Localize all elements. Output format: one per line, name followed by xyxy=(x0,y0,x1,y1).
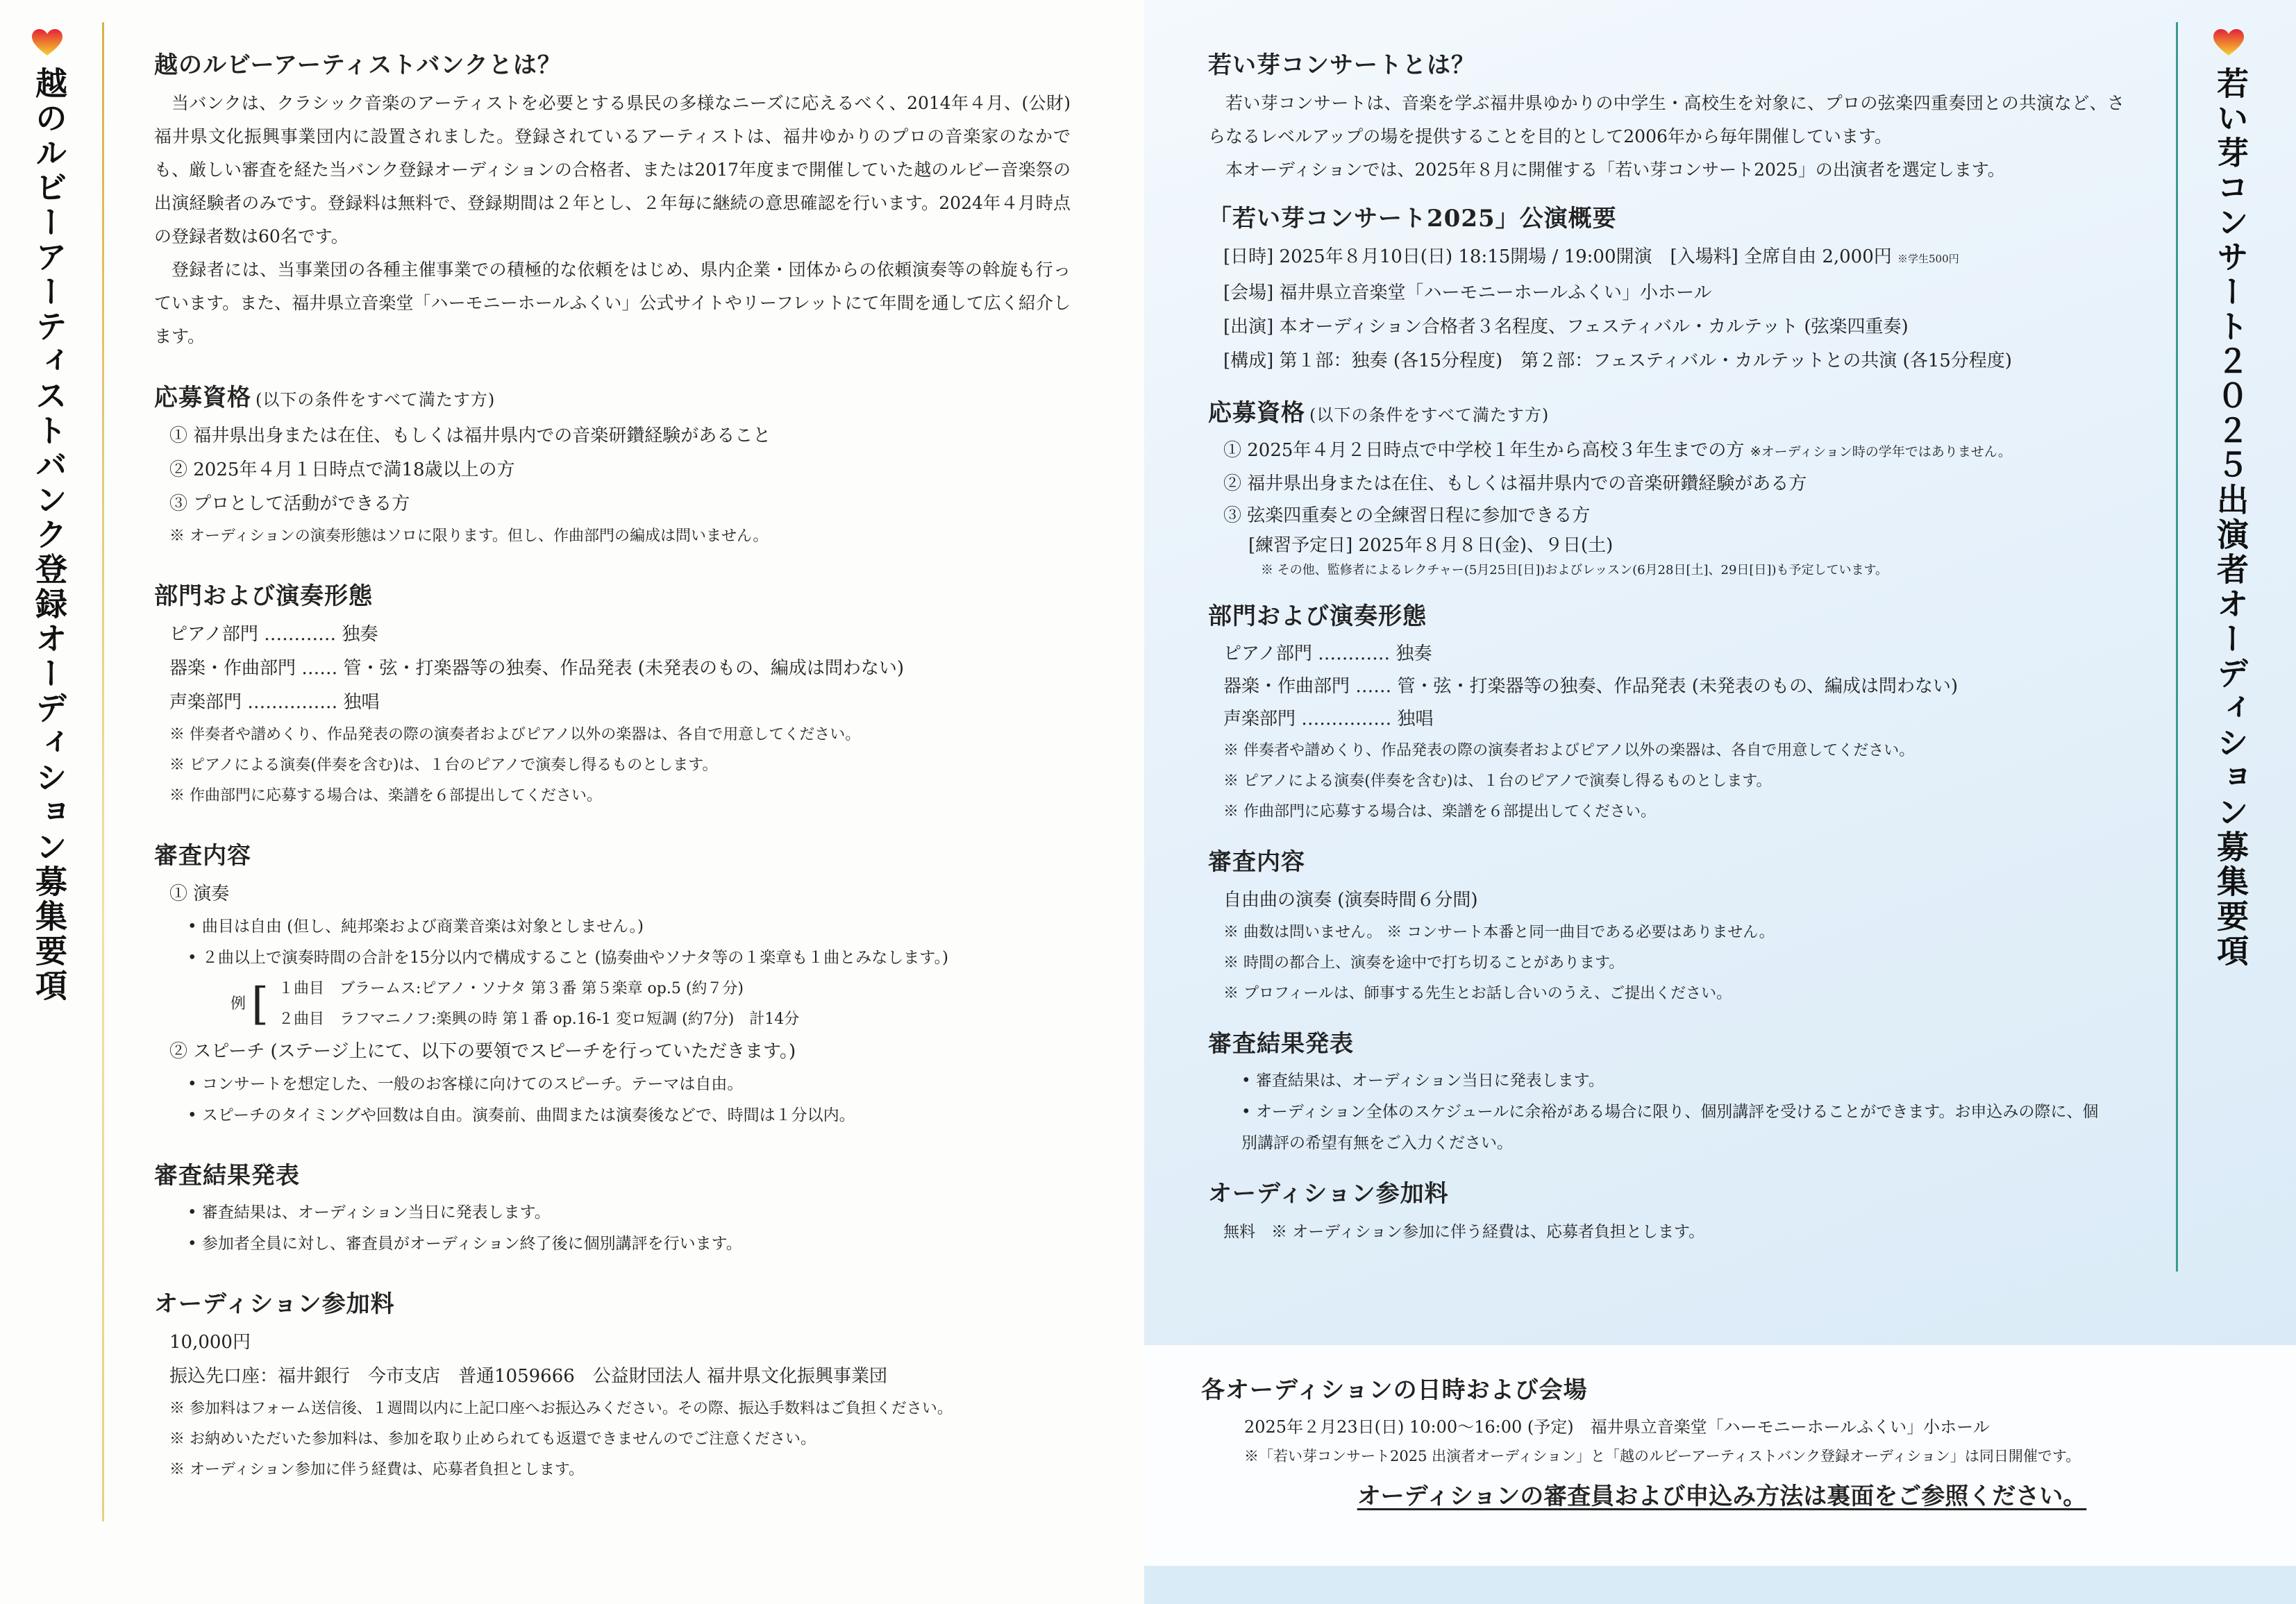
list-item: ② 福井県出身または在住、もしくは福井県内での音楽研鑽経験がある方 xyxy=(1223,473,1807,494)
bullet-item: • オーディション全体のスケジュールに余裕がある場合に限り、個別講評を受けることができます。お申込みの際に、個別講評の希望有無をご入力ください。 xyxy=(1208,1097,2125,1159)
heart-icon xyxy=(32,28,62,58)
list-item xyxy=(1208,434,2125,468)
about-paragraph: 登録者には、当事業団の各種主催事業での積極的な依頼をはじめ、県内企業・団体からの依頼演奏等の斡旋も行っています。また、福井県立音楽堂「ハーモニーホールふくい」公式サイトやリーフレットにて年間を通して広く紹介します。 xyxy=(154,260,1071,346)
note: ※ 伴奏者や譜めくり、作品発表の際の演奏者およびピアノ以外の楽器は、各自で用意してください。 xyxy=(169,726,861,743)
eligibility-section xyxy=(154,378,1071,552)
note: ※ その他、監修者によるレクチャー(5月25日[日])およびレッスン(6月28日[土]、29日[日])も予定しています。 xyxy=(1261,563,1888,577)
about-heading: 越のルビーアーティストバンクとは？ xyxy=(154,51,562,79)
bullet-item: • ２曲以上で演奏時間の合計を15分以内で構成すること (協奏曲やソナタ等の１楽章も１曲とみなします。) xyxy=(154,943,1071,974)
schedule-line: 2025年２月23日(日) 10:00〜16:00 (予定) 福井県立音楽堂「ハーモニーホールふくい」小ホール xyxy=(1244,1417,1990,1437)
overview-date-note: ※学生500円 xyxy=(1897,253,1959,265)
review-heading: 審査内容 xyxy=(1208,848,1305,876)
review-section xyxy=(1208,843,2125,1009)
note: ※ 時間の都合上、演奏を途中で打ち切ることがあります。 xyxy=(1223,954,1625,972)
example-label: 例 xyxy=(231,995,246,1013)
eligibility-heading: 応募資格 xyxy=(1208,399,1305,427)
divisions-heading: 部門および演奏形態 xyxy=(1208,602,1427,630)
fee-heading: オーディション参加料 xyxy=(154,1290,395,1318)
list-item: 声楽部門 …………… 独唱 xyxy=(169,692,380,713)
note: ※オーディション時の学年ではありません。 xyxy=(1750,444,2011,459)
bank-account: 振込先口座：福井銀行 今市支店 普通1059666 公益財団法人 福井県文化振興事業団 xyxy=(169,1366,888,1387)
left-content xyxy=(154,46,1071,1485)
list-item: ③ プロとして活動ができる方 xyxy=(169,493,410,514)
list-item: ② 2025年４月１日時点で満18歳以上の方 xyxy=(169,459,515,480)
eligibility-item-text: ① 2025年４月２日時点で中学校１年生から高校３年生までの方 xyxy=(1223,440,1745,461)
results-heading: 審査結果発表 xyxy=(154,1162,300,1190)
list-item: 声楽部門 …………… 独唱 xyxy=(1223,709,1434,729)
note: ※ 作曲部門に応募する場合は、楽譜を６部提出してください。 xyxy=(1223,803,1656,820)
schedule-heading: 各オーディションの日時および会場 xyxy=(1201,1376,1588,1404)
note: ※ 伴奏者や譜めくり、作品発表の際の演奏者およびピアノ以外の楽器は、各自で用意してください。 xyxy=(1223,742,1915,759)
eligibility-subtitle: (以下の条件をすべて満たす方) xyxy=(1309,405,1550,425)
note: ※ ピアノによる演奏(伴奏を含む)は、１台のピアノで演奏し得るものとします。 xyxy=(1223,773,1772,790)
note: ※ プロフィールは、師事する先生とお話し合いのうえ、ご提出ください。 xyxy=(1223,985,1732,1002)
bullet-item: • スピーチのタイミングや回数は自由。演奏前、曲間または演奏後などで、時間は１分以内。 xyxy=(154,1100,1071,1131)
overview-program: [構成] 第１部：独奏 (各15分程度) 第２部：フェスティバル・カルテットとの共演 (各15分程度) xyxy=(1223,351,2012,371)
about-paragraph: 本オーディションでは、2025年８月に開催する「若い芽コンサート2025」の出演者を選定します。 xyxy=(1225,160,2005,180)
overview-date xyxy=(1208,240,2125,276)
review-line: 自由曲の演奏 (演奏時間６分間) xyxy=(1223,890,1478,911)
example-block xyxy=(154,974,1071,1035)
note: ※「若い芽コンサート2025 出演者オーディション」と「越のルビーアーティストバンク登録オーディション」は同日開催です。 xyxy=(1244,1448,2081,1464)
back-page-notice xyxy=(1201,1477,2243,1511)
bracket: [ xyxy=(251,979,269,1030)
note: ※ 参加料はフォーム送信後、１週間以内に上記口座へお振込みください。その際、振込手数料はご負担ください。 xyxy=(169,1400,953,1417)
fee-line: 無料 ※ オーディション参加に伴う経費は、応募者負担とします。 xyxy=(1223,1223,1705,1241)
right-content xyxy=(1208,46,2125,1249)
right-teal-divider xyxy=(2176,22,2178,1272)
bottom-strip xyxy=(1144,1566,2296,1604)
eligibility-subtitle: (以下の条件をすべて満たす方) xyxy=(255,390,496,410)
note: ※ オーディション参加に伴う経費は、応募者負担とします。 xyxy=(169,1461,585,1478)
list-item: ① 福井県出身または在住、もしくは福井県内での音楽研鑽経験があること xyxy=(169,425,771,446)
fee-section xyxy=(154,1285,1071,1485)
schedule-section xyxy=(1201,1371,2243,1511)
bullet-item: • 審査結果は、オーディション当日に発表します。 xyxy=(1208,1065,2125,1097)
overview-heading: 「若い芽コンサート2025」公演概要 xyxy=(1208,205,1617,233)
note: ※ 作曲部門に応募する場合は、楽譜を６部提出してください。 xyxy=(169,787,602,804)
right-vertical-title: 若い芽コンサート２０２５出演者オーディション募集要項 xyxy=(2212,67,2249,969)
left-vertical-title: 越のルビーアーティストバンク登録オーディション募集要項 xyxy=(31,67,68,1004)
list-item: 器楽・作曲部門 …… 管・弦・打楽器等の独奏、作品発表 (未発表のもの、編成は問わない) xyxy=(1223,676,1959,697)
left-gold-divider xyxy=(102,22,104,1521)
example-line: １曲目 ブラームス:ピアノ・ソナタ 第３番 第５楽章 op.5 (約７分) xyxy=(278,980,744,997)
about-heading: 若い芽コンサートとは？ xyxy=(1208,51,1475,79)
fee-section xyxy=(1208,1174,2125,1249)
overview-venue: [会場] 福井県立音楽堂「ハーモニーホールふくい」小ホール xyxy=(1223,282,1712,303)
practice-dates: [練習予定日] 2025年８月８日(金)、９日(土) xyxy=(1248,535,1614,556)
list-item: ② スピーチ (ステージ上にて、以下の要領でスピーチを行っていただきます。) xyxy=(169,1041,796,1062)
note: ※ オーディションの演奏形態はソロに限ります。但し、作曲部門の編成は問いません。 xyxy=(169,527,769,545)
divisions-heading: 部門および演奏形態 xyxy=(154,582,373,610)
fee-amount: 10,000円 xyxy=(169,1332,251,1353)
about-paragraph: 若い芽コンサートは、音楽を学ぶ福井県ゆかりの中学生・高校生を対象に、プロの弦楽四重奏団との共演など、さらなるレベルアップの場を提供することを目的として2006年から毎年開催しています。 xyxy=(1208,93,2125,146)
note: ※ お納めいただいた参加料は、参加を取り止められても返還できませんのでご注意ください。 xyxy=(169,1430,816,1448)
results-section xyxy=(154,1156,1071,1260)
bullet-item: • 参加者全員に対し、審査員がオーディション終了後に個別講評を行います。 xyxy=(154,1229,1071,1260)
about-paragraph: 当バンクは、クラシック音楽のアーティストを必要とする県民の多様なニーズに応えるべく、2014年４月、(公財)福井県文化振興事業団内に設置されました。登録されているアーティストは、福井ゆかりのプロの音楽家のなかでも、厳しい審査を経た当バンク登録オーディションの合格者、または2017年度まで開催していた越のルビー音楽祭の出演経験者のみです。登録料は無料で、登録期間は２年とし、２年毎に継続の意思確認を行います。2024年４月時点の登録者数は60名です。 xyxy=(154,93,1071,246)
review-heading: 審査内容 xyxy=(154,842,251,870)
eligibility-heading: 応募資格 xyxy=(154,384,251,412)
fee-heading: オーディション参加料 xyxy=(1208,1180,1449,1208)
list-item: ③ 弦楽四重奏との全練習日程に参加できる方 xyxy=(1223,505,1591,526)
overview-section xyxy=(1208,199,2125,378)
list-item: ピアノ部門 ………… 独奏 xyxy=(1223,643,1432,664)
note: ※ ピアノによる演奏(伴奏を含む)は、１台のピアノで演奏し得るものとします。 xyxy=(169,757,718,774)
list-item: ① 演奏 xyxy=(169,884,230,904)
list-item: ピアノ部門 ………… 独奏 xyxy=(169,624,378,645)
back-page-notice-text: オーディションの審査員および申込み方法は裏面をご参照ください。 xyxy=(1357,1483,2087,1510)
eligibility-section xyxy=(1208,394,2125,582)
overview-performers: [出演] 本オーディション合格者３名程度、フェスティバル・カルテット (弦楽四重奏) xyxy=(1223,316,1909,337)
heart-icon xyxy=(2213,28,2244,58)
list-item: 器楽・作曲部門 …… 管・弦・打楽器等の独奏、作品発表 (未発表のもの、編成は問わない) xyxy=(169,658,905,679)
results-section xyxy=(1208,1024,2125,1159)
results-heading: 審査結果発表 xyxy=(1208,1030,1354,1058)
divisions-section xyxy=(154,577,1071,811)
example-line: ２曲目 ラフマニノフ:楽興の時 第１番 op.16-1 変ロ短調 (約7分) 計14分 xyxy=(278,1011,800,1028)
overview-date-text: [日時] 2025年８月10日(日) 18:15開場 / 19:00開演 [入場料] 全席自由 2,000円 xyxy=(1223,246,1892,267)
note: ※ 曲数は問いません。 ※ コンサート本番と同一曲目である必要はありません。 xyxy=(1223,924,1775,941)
bullet-item: • 曲目は自由 (但し、純邦楽および商業音楽は対象としません。) xyxy=(154,911,1071,943)
divisions-section xyxy=(1208,597,2125,827)
bullet-item: • 審査結果は、オーディション当日に発表します。 xyxy=(154,1197,1071,1229)
bullet-item: • コンサートを想定した、一般のお客様に向けてのスピーチ。テーマは自由。 xyxy=(154,1069,1071,1100)
review-section xyxy=(154,836,1071,1131)
